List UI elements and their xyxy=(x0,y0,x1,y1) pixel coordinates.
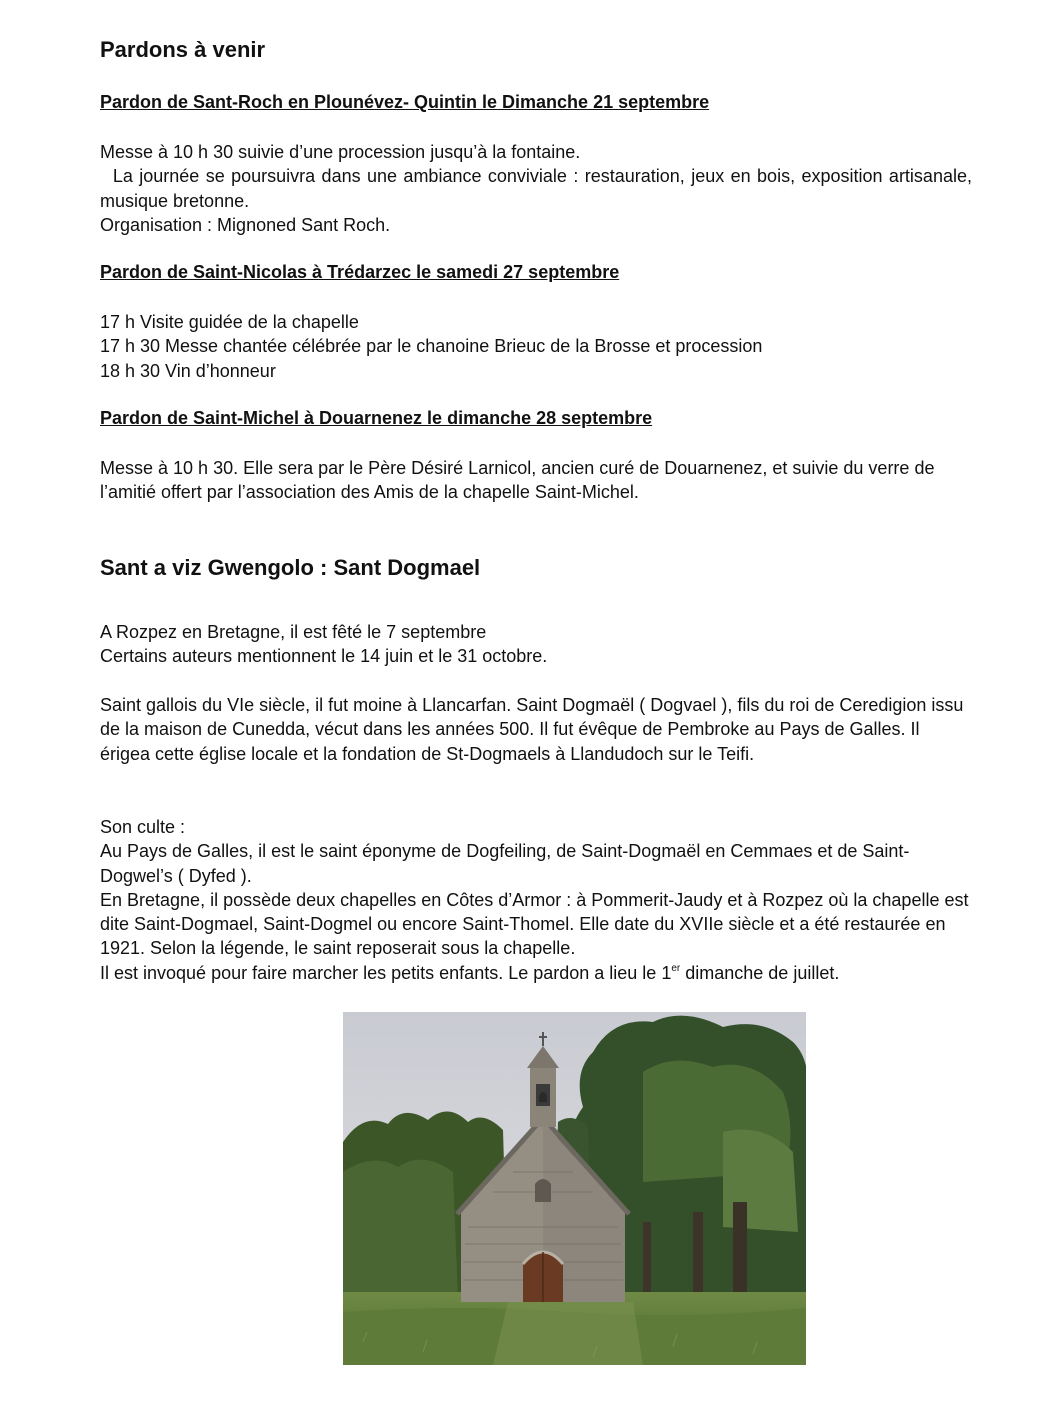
event-line: 18 h 30 Vin d’honneur xyxy=(100,360,276,381)
event-heading: Pardon de Sant-Roch en Plounévez- Quintin le Dimanche 21 septembre xyxy=(100,92,710,112)
text-paragraph: Saint gallois du VIe siècle, il fut moine à Llancarfan. Saint Dogmaël ( Dogvael ), fils du roi de Ceredigion issu de la maison de Cunedda, vécut dans les années 500. Il fut évêque de Pembroke au Pays de Galles. Il érigea cette église locale et la fondation de St-Dogmaels à Llandudoch sur le Teifi. xyxy=(100,695,964,764)
event-line: 17 h Visite guidée de la chapelle xyxy=(100,312,359,332)
event-saint-michel xyxy=(100,406,972,505)
ordinal-superscript: er xyxy=(671,962,681,974)
text-span: dimanche de juillet. xyxy=(680,962,840,983)
event-saint-nicolas xyxy=(100,260,972,383)
section-title-pardons: Pardons à venir xyxy=(100,37,266,62)
event-heading: Pardon de Saint-Nicolas à Trédarzec le samedi 27 septembre xyxy=(100,262,620,282)
event-line: Messe à 10 h 30. Elle sera par le Père Désiré Larnicol, ancien curé de Douarnenez, et suivie du verre de l’amitié offert par l’association des Amis de la chapelle Saint-Michel. xyxy=(100,458,935,503)
cult-section xyxy=(100,815,972,985)
event-line: La journée se poursuivra dans une ambiance conviviale : restauration, jeux en bois, exposition artisanale, musique bretonne. xyxy=(100,166,977,211)
section-title-saint-month: Sant a viz Gwengolo : Sant Dogmael xyxy=(100,555,481,580)
chapel-illustration xyxy=(343,1012,806,1365)
text-paragraph xyxy=(100,961,972,985)
feast-dates xyxy=(100,620,972,669)
event-line: 17 h 30 Messe chantée célébrée par le chanoine Brieuc de la Brosse et procession xyxy=(100,336,763,357)
text-line: Certains auteurs mentionnent le 14 juin et le 31 octobre. xyxy=(100,646,548,667)
event-line: Messe à 10 h 30 suivie d’une procession jusqu’à la fontaine. xyxy=(100,142,581,162)
event-heading: Pardon de Saint-Michel à Douarnenez le dimanche 28 septembre xyxy=(100,408,653,428)
text-paragraph: Au Pays de Galles, il est le saint éponyme de Dogfeiling, de Saint-Dogmaël en Cemmaes et de Saint-Dogwel’s ( Dyfed ). xyxy=(100,841,910,886)
event-sant-roch xyxy=(100,90,977,237)
text-line: A Rozpez en Bretagne, il est fêté le 7 septembre xyxy=(100,622,487,642)
event-line: Organisation : Mignoned Sant Roch. xyxy=(100,214,391,235)
text-span: Il est invoqué pour faire marcher les petits enfants. Le pardon a lieu le 1 xyxy=(100,962,672,983)
cult-label: Son culte : xyxy=(100,817,186,837)
text-paragraph: En Bretagne, il possède deux chapelles en Côtes d’Armor : à Pommerit-Jaudy et à Rozpez où la chapelle est dite Saint-Dogmael, Saint-Dogmel ou encore Saint-Thomel. Elle date du XVIIe siècle et a été restaurée en 1921. Selon la légende, le saint reposerait sous la chapelle. xyxy=(100,889,969,959)
biography-paragraph xyxy=(100,693,968,766)
chapel-photo xyxy=(343,1012,806,1365)
